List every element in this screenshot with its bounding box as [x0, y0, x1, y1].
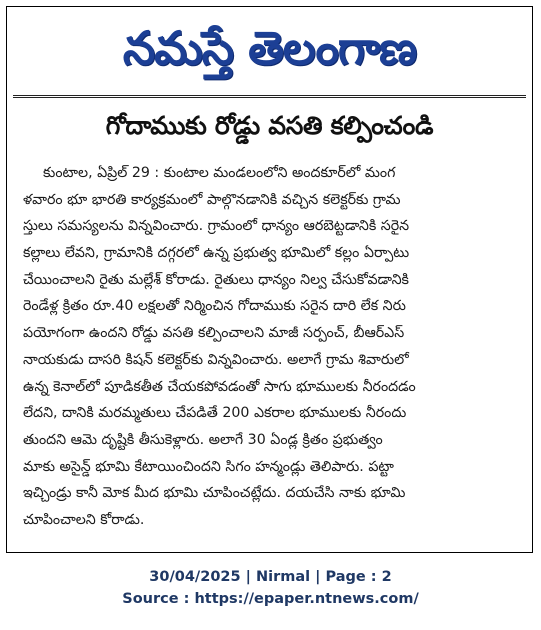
body-line: ళవారం భూ భారతి కార్యక్రమంలో పాల్గొనడానికి వచ్చిన కలెక్టర్‌కు గ్రామ [23, 191, 401, 208]
article-body [23, 160, 528, 534]
news-clipping [6, 6, 533, 553]
body-line: కుంటాల, ఏప్రిల్ 29 : కుంటాల మండలంలోని అందకూర్‌లో మంగ [43, 165, 396, 181]
body-line: పయోగంగా ఉందని రోడ్డు వసతి కల్పించాలని మాజీ సర్పంచ్, బీఆర్‌ఎస్ [23, 325, 405, 342]
headline-text: గోదాముకు రోడ్డు వసతి కల్పించండి [105, 111, 434, 140]
body-line: లేదని, దానికి మరమ్మతులు చేపడితే 200 ఎకరాల భూములకు నీరందు [23, 405, 407, 422]
masthead [7, 17, 532, 79]
newspaper-logo: నమస్తే తెలంగాణ [122, 21, 417, 75]
body-line: స్తులు సమస్యలను విన్నవించారు. గ్రామంలో ధాన్యం ఆరబెట్టడానికి సరైన [23, 218, 410, 235]
divider-bottom [13, 97, 526, 98]
source-footer [0, 566, 541, 610]
body-line: తుందని ఆమె దృష్టికి తీసుకెళ్లారు. అలాగే 30 ఏండ్ల క్రితం ప్రభుత్వం [23, 431, 383, 448]
body-line: మాకు అసైన్డ్ భూమి కేటాయించిందని సిగం హన్మండ్లు తెలిపారు. పట్టా [23, 458, 394, 475]
divider-top [13, 95, 526, 96]
body-line: చూపించాలని కోరాడు. [23, 511, 145, 528]
body-line: చేయించాలని రైతు మల్లేశ్ కోరాడు. రైతులు ధాన్యం నిల్వ చేసుకోవడానికి [23, 271, 409, 288]
article-headline [7, 107, 532, 151]
body-line: రెండేళ్ల క్రితం రూ.40 లక్షలతో నిర్మించిన గోదాముకు సరైన దారి లేక నిరు [23, 298, 406, 315]
body-line: ఇచ్చిండ్రు కానీ మోక మీద భూమి చూపించట్లేదు. దయచేసి నాకు భూమి [23, 485, 406, 502]
body-line: నాయకుడు దాసరి కిషన్ కలెక్టర్‌కు విన్నవించారు. అలాగే గ్రామ శివారులో [23, 351, 409, 368]
body-line: ఉన్న కెనాల్‌లో పూడికతీత చేయకపోవడంతో సాగు భూములకు నీరందడం [23, 378, 416, 395]
body-line: కల్లాలు లేవని, గ్రామానికి దగ్గరలో ఉన్న ప్రభుత్వ భూమిలో కల్లం ఏర్పాటు [23, 245, 410, 262]
dateline: 30/04/2025 | Nirmal | Page : 2 [149, 569, 392, 585]
source-link[interactable]: Source : https://epaper.ntnews.com/ [122, 591, 419, 607]
